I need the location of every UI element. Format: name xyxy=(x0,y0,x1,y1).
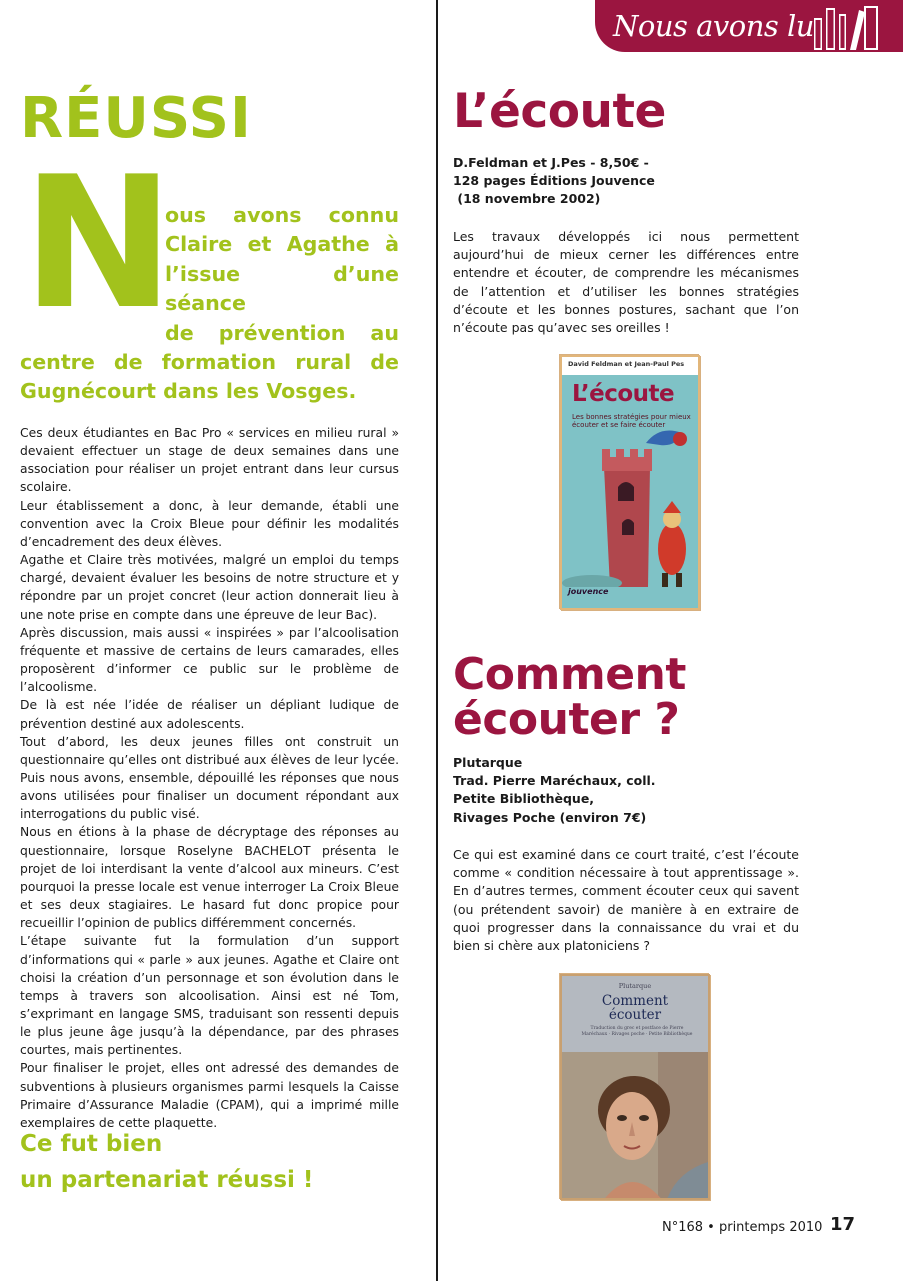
body-paragraph: De là est née l’idée de réaliser un dépliant ludique de prévention destiné aux adolescents. xyxy=(20,698,399,731)
body-paragraph: Tout d’abord, les deux jeunes filles ont construit un questionnaire qu’elles ont distribué aux élèves de leur lycée. Puis nous avons, ensemble, dépouillé les réponses que nous avons utilisées pour finaliser un document répondant aux interrogations du public visé. xyxy=(20,734,399,822)
cover-publisher: jouvence xyxy=(568,587,609,596)
closing-line: Ce fut bien xyxy=(20,1131,163,1157)
reference-line: Rivages Poche (environ 7€) xyxy=(453,809,647,825)
lead-line: l’issue d’une séance xyxy=(165,261,399,316)
drop-cap: N xyxy=(22,137,169,349)
reference-line: Petite Bibliothèque, xyxy=(453,791,595,807)
article-body xyxy=(20,424,399,1132)
body-paragraph: Pour finaliser le projet, elles ont adressé des demandes de subventions à plusieurs organismes parmi lesquels la Caisse Primaire d’Assurance Maladie (CPAM), qui a imprimé mille exemplaires de cette plaquette. xyxy=(20,1061,399,1130)
lead-line: Gugnécourt dans les Vosges. xyxy=(20,379,357,404)
cover-title xyxy=(562,994,708,1022)
lead-line: centre de formation rural de xyxy=(20,350,399,375)
section-label: Nous avons lu xyxy=(613,9,814,43)
reference-line: Trad. Pierre Maréchaux, coll. xyxy=(453,773,656,789)
reference-line: 128 pages Éditions Jouvence xyxy=(453,173,655,189)
cover-authors: David Feldman et Jean-Paul Pes xyxy=(568,360,685,368)
book-cover-lecoute xyxy=(560,355,700,610)
body-paragraph: Leur établissement a donc, à leur demande, établi une convention avec la Croix Bleue pour définir les modalités d’encadrement des deux élèves. xyxy=(20,498,399,549)
review-description: Ce qui est examiné dans ce court traité, c’est l’écoute comme « condition nécessaire à tout apprentissage ». En d’autres termes, comment écouter ceux qui savent (ou prétendent savoir) de manière à en extraire de quoi progresser dans la connaissance du vrai et du bien si chère aux platoniciens ? xyxy=(453,847,799,954)
cover-subtitle: Les bonnes stratégies pour mieux écouter et se faire écouter xyxy=(572,413,691,429)
cover-author: Plutarque xyxy=(618,982,652,990)
lead-line: ous avons connu xyxy=(165,203,399,227)
cover-small-text: Traduction du grec et postface de Pierre Maréchaux · Rivages poche · Petite Bibliothèque xyxy=(581,1026,693,1037)
review-title-line: Comment xyxy=(453,649,686,700)
body-paragraph: Nous en étions à la phase de décryptage des réponses au questionnaire, lorsque Roselyne BACHELOT présenta le projet de loi interdisant la vente d’alcool aux mineurs. C’est pourquoi la presse locale est venue interroger La Croix Bleue et ses deux stagiaires. Le hasard fut donc propice pour recueillir l’opinion de publics différemment concernés. xyxy=(20,825,399,931)
column-divider xyxy=(436,0,438,1281)
body-paragraph: Après discussion, mais aussi « inspirées » par l’alcoolisation fréquente et massive de certains de leurs camarades, elles proposèrent d’informer ce public sur le problème de l’alcoolisme. xyxy=(20,625,399,695)
review-title-line: écouter ? xyxy=(453,694,680,745)
cover-title: L’écoute xyxy=(572,381,675,407)
book-reference xyxy=(453,154,803,209)
closing-statement xyxy=(20,1126,400,1198)
cover-title-line: écouter xyxy=(608,1007,662,1023)
body-paragraph: Ces deux étudiantes en Bac Pro « services en milieu rural » devaient effectuer un stage de deux semaines dans une association pour réaliser un projet entrant dans leur cursus scolaire. xyxy=(20,426,399,495)
review-description: Les travaux développés ici nous permettent aujourd’hui de mieux cerner les différences entre entendre et écouter, de comprendre les mécanismes de l’attention et d’utiliser les bonnes stratégies d’écoute et les bonnes postures, sachant que l’on n’écoute pas qu’avec ses oreilles ! xyxy=(453,229,799,336)
book-cover-comment-ecouter xyxy=(560,974,710,1200)
page-number: 17 xyxy=(830,1214,856,1235)
lead-line: Claire et Agathe à xyxy=(165,232,399,257)
article-title: RÉUSSI xyxy=(20,86,252,151)
closing-line: un partenariat réussi ! xyxy=(20,1167,314,1193)
lead-paragraph xyxy=(20,201,399,407)
cover-title-line: Comment xyxy=(601,993,669,1009)
reference-line: (18 novembre 2002) xyxy=(453,191,601,207)
issue-info: N°168 • printemps 2010 xyxy=(662,1220,823,1235)
review-title: L’écoute xyxy=(453,84,666,139)
review-title xyxy=(453,649,686,745)
section-header-tab xyxy=(595,0,903,52)
fresco-portrait-illustration xyxy=(562,1052,708,1200)
book-reference xyxy=(453,754,803,827)
body-paragraph: Agathe et Claire très motivées, malgré un emploi du temps chargé, devaient évaluer les besoins de notre structure et y répondre par un projet concret (leur action donnerait lieu à une note prise en compte dans une épreuve de leur Bac). xyxy=(20,553,399,622)
reference-line: D.Feldman et J.Pes - 8,50€ - xyxy=(453,155,649,170)
books-icon xyxy=(812,4,882,50)
body-paragraph: L’étape suivante fut la formulation d’un support d’informations qui « parle » aux jeunes. Agathe et Claire ont choisi la création d’un personnage et son évolution dans le temps à travers son alcoolisation. Ainsi est né Tom, s’exprimant en langage SMS, traduisant son ressenti depuis le plus jeune âge jusqu’à la dépendance, par des phrases courtes, mais pertinentes. xyxy=(20,934,399,1058)
lead-line: de prévention au xyxy=(165,320,399,345)
tower-illustration xyxy=(562,427,698,587)
reference-line: Plutarque xyxy=(453,755,523,770)
